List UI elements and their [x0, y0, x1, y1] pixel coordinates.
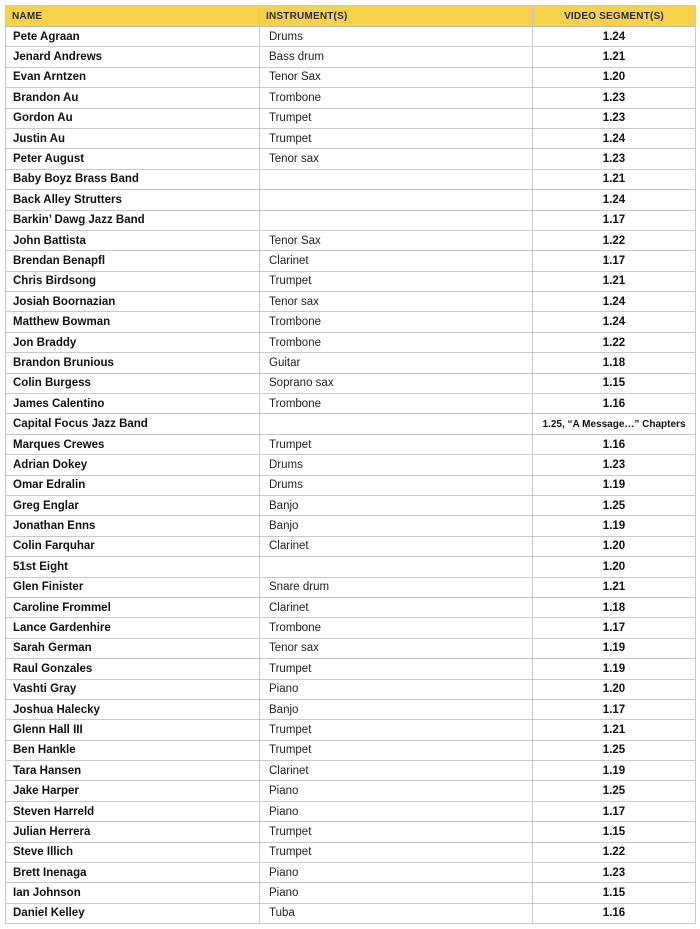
cell-video-segment: 1.23: [533, 863, 696, 883]
table-row: [6, 618, 696, 638]
cell-instrument: Clarinet: [260, 597, 533, 617]
cell-name: Sarah German: [6, 638, 260, 658]
table-row: [6, 781, 696, 801]
table-row: [6, 67, 696, 87]
cell-video-segment: 1.15: [533, 822, 696, 842]
table-row: [6, 863, 696, 883]
cell-instrument: Guitar: [260, 353, 533, 373]
cell-video-segment: 1.16: [533, 434, 696, 454]
cell-instrument: [260, 557, 533, 577]
column-header-video-segment: VIDEO SEGMENT(S): [533, 6, 696, 27]
cell-name: 51st Eight: [6, 557, 260, 577]
table-row: [6, 373, 696, 393]
cell-instrument: Trumpet: [260, 659, 533, 679]
cell-instrument: Banjo: [260, 495, 533, 515]
table-row: [6, 638, 696, 658]
table-row: [6, 88, 696, 108]
table-row: [6, 434, 696, 454]
cell-video-segment: 1.24: [533, 27, 696, 47]
cell-instrument: Trombone: [260, 88, 533, 108]
cell-video-segment: 1.25: [533, 781, 696, 801]
cell-instrument: Piano: [260, 863, 533, 883]
cell-name: Jenard Andrews: [6, 47, 260, 67]
cell-video-segment: 1.22: [533, 230, 696, 250]
cell-instrument: Bass drum: [260, 47, 533, 67]
cell-instrument: Trumpet: [260, 822, 533, 842]
table-row: [6, 47, 696, 67]
cell-video-segment: 1.20: [533, 557, 696, 577]
cell-video-segment: 1.23: [533, 108, 696, 128]
cell-video-segment: 1.19: [533, 638, 696, 658]
cell-name: Tara Hansen: [6, 761, 260, 781]
cell-name: Jake Harper: [6, 781, 260, 801]
cell-name: Gordon Au: [6, 108, 260, 128]
cell-instrument: Trumpet: [260, 271, 533, 291]
cell-video-segment: 1.25, “A Message…” Chapters: [533, 414, 696, 434]
cell-name: Marques Crewes: [6, 434, 260, 454]
cell-video-segment: 1.16: [533, 394, 696, 414]
cell-video-segment: 1.15: [533, 373, 696, 393]
table-row: [6, 169, 696, 189]
cell-name: Brendan Benapfl: [6, 251, 260, 271]
cell-instrument: Trombone: [260, 394, 533, 414]
cell-name: Justin Au: [6, 128, 260, 148]
table-row: [6, 761, 696, 781]
table-row: [6, 210, 696, 230]
cell-instrument: Banjo: [260, 699, 533, 719]
cell-video-segment: 1.17: [533, 210, 696, 230]
cell-name: Brandon Au: [6, 88, 260, 108]
roster-sheet: [5, 5, 695, 924]
cell-name: Vashti Gray: [6, 679, 260, 699]
cell-instrument: Drums: [260, 475, 533, 495]
table-row: [6, 597, 696, 617]
cell-name: Peter August: [6, 149, 260, 169]
cell-name: James Calentino: [6, 394, 260, 414]
table-row: [6, 128, 696, 148]
cell-name: Steven Harreld: [6, 801, 260, 821]
cell-instrument: Piano: [260, 883, 533, 903]
cell-instrument: [260, 414, 533, 434]
cell-instrument: Trumpet: [260, 434, 533, 454]
table-row: [6, 495, 696, 515]
table-row: [6, 27, 696, 47]
cell-video-segment: 1.19: [533, 659, 696, 679]
cell-video-segment: 1.24: [533, 128, 696, 148]
table-row: [6, 190, 696, 210]
cell-name: Ian Johnson: [6, 883, 260, 903]
cell-name: Jon Braddy: [6, 332, 260, 352]
cell-video-segment: 1.25: [533, 495, 696, 515]
table-body: [6, 27, 696, 924]
table-row: [6, 108, 696, 128]
cell-instrument: Drums: [260, 455, 533, 475]
table-row: [6, 475, 696, 495]
cell-name: Joshua Halecky: [6, 699, 260, 719]
cell-video-segment: 1.20: [533, 536, 696, 556]
cell-name: Greg Englar: [6, 495, 260, 515]
cell-instrument: Piano: [260, 801, 533, 821]
musician-roster-table: [5, 5, 696, 924]
cell-video-segment: 1.17: [533, 699, 696, 719]
cell-name: Brandon Brunious: [6, 353, 260, 373]
cell-name: Colin Farquhar: [6, 536, 260, 556]
table-row: [6, 516, 696, 536]
cell-video-segment: 1.21: [533, 271, 696, 291]
cell-name: Pete Agraan: [6, 27, 260, 47]
cell-name: Evan Arntzen: [6, 67, 260, 87]
cell-instrument: Trombone: [260, 332, 533, 352]
cell-name: Daniel Kelley: [6, 903, 260, 923]
table-row: [6, 822, 696, 842]
cell-name: Glenn Hall III: [6, 720, 260, 740]
cell-name: Baby Boyz Brass Band: [6, 169, 260, 189]
cell-video-segment: 1.18: [533, 353, 696, 373]
table-row: [6, 659, 696, 679]
table-row: [6, 149, 696, 169]
table-row: [6, 699, 696, 719]
cell-video-segment: 1.21: [533, 577, 696, 597]
cell-video-segment: 1.20: [533, 679, 696, 699]
column-header-name: NAME: [6, 6, 260, 27]
cell-instrument: Trumpet: [260, 128, 533, 148]
cell-video-segment: 1.24: [533, 292, 696, 312]
table-row: [6, 577, 696, 597]
cell-video-segment: 1.16: [533, 903, 696, 923]
column-header-instrument: INSTRUMENT(S): [260, 6, 533, 27]
cell-name: Brett Inenaga: [6, 863, 260, 883]
cell-instrument: Piano: [260, 781, 533, 801]
cell-instrument: [260, 190, 533, 210]
cell-video-segment: 1.24: [533, 190, 696, 210]
cell-video-segment: 1.24: [533, 312, 696, 332]
cell-video-segment: 1.22: [533, 842, 696, 862]
table-row: [6, 679, 696, 699]
cell-video-segment: 1.22: [533, 332, 696, 352]
table-row: [6, 414, 696, 434]
cell-video-segment: 1.25: [533, 740, 696, 760]
cell-video-segment: 1.17: [533, 801, 696, 821]
cell-video-segment: 1.21: [533, 169, 696, 189]
header-row: [6, 6, 696, 27]
cell-name: Lance Gardenhire: [6, 618, 260, 638]
cell-name: Chris Birdsong: [6, 271, 260, 291]
cell-video-segment: 1.21: [533, 720, 696, 740]
cell-name: Steve Illich: [6, 842, 260, 862]
table-row: [6, 271, 696, 291]
cell-instrument: Tenor Sax: [260, 230, 533, 250]
cell-instrument: Soprano sax: [260, 373, 533, 393]
cell-video-segment: 1.23: [533, 88, 696, 108]
cell-instrument: Banjo: [260, 516, 533, 536]
cell-instrument: Trombone: [260, 312, 533, 332]
table-row: [6, 536, 696, 556]
cell-video-segment: 1.23: [533, 455, 696, 475]
cell-name: Omar Edralin: [6, 475, 260, 495]
cell-name: Glen Finister: [6, 577, 260, 597]
cell-instrument: Snare drum: [260, 577, 533, 597]
cell-name: Caroline Frommel: [6, 597, 260, 617]
cell-name: Ben Hankle: [6, 740, 260, 760]
table-row: [6, 230, 696, 250]
cell-name: Julian Herrera: [6, 822, 260, 842]
cell-video-segment: 1.19: [533, 475, 696, 495]
table-row: [6, 292, 696, 312]
cell-name: Back Alley Strutters: [6, 190, 260, 210]
cell-instrument: Tenor sax: [260, 292, 533, 312]
cell-instrument: Tenor Sax: [260, 67, 533, 87]
table-row: [6, 740, 696, 760]
cell-name: Barkin’ Dawg Jazz Band: [6, 210, 260, 230]
cell-video-segment: 1.15: [533, 883, 696, 903]
cell-video-segment: 1.21: [533, 47, 696, 67]
cell-instrument: Tenor sax: [260, 638, 533, 658]
cell-name: John Battista: [6, 230, 260, 250]
cell-video-segment: 1.23: [533, 149, 696, 169]
table-row: [6, 720, 696, 740]
cell-instrument: Trumpet: [260, 108, 533, 128]
cell-name: Matthew Bowman: [6, 312, 260, 332]
cell-instrument: [260, 169, 533, 189]
cell-instrument: Clarinet: [260, 761, 533, 781]
table-row: [6, 557, 696, 577]
table-row: [6, 332, 696, 352]
table-row: [6, 251, 696, 271]
cell-name: Josiah Boornazian: [6, 292, 260, 312]
cell-instrument: Clarinet: [260, 536, 533, 556]
cell-video-segment: 1.20: [533, 67, 696, 87]
table-header: [6, 6, 696, 27]
cell-instrument: Tuba: [260, 903, 533, 923]
table-row: [6, 903, 696, 923]
table-row: [6, 312, 696, 332]
cell-name: Capital Focus Jazz Band: [6, 414, 260, 434]
cell-video-segment: 1.19: [533, 516, 696, 536]
cell-instrument: Tenor sax: [260, 149, 533, 169]
cell-instrument: Trombone: [260, 618, 533, 638]
table-row: [6, 842, 696, 862]
cell-instrument: Drums: [260, 27, 533, 47]
cell-video-segment: 1.19: [533, 761, 696, 781]
table-row: [6, 801, 696, 821]
cell-instrument: Trumpet: [260, 740, 533, 760]
cell-instrument: Piano: [260, 679, 533, 699]
cell-instrument: [260, 210, 533, 230]
cell-name: Adrian Dokey: [6, 455, 260, 475]
cell-name: Raul Gonzales: [6, 659, 260, 679]
cell-instrument: Clarinet: [260, 251, 533, 271]
cell-video-segment: 1.18: [533, 597, 696, 617]
cell-video-segment: 1.17: [533, 251, 696, 271]
table-row: [6, 353, 696, 373]
table-row: [6, 455, 696, 475]
table-row: [6, 394, 696, 414]
cell-name: Colin Burgess: [6, 373, 260, 393]
cell-instrument: Trumpet: [260, 720, 533, 740]
cell-name: Jonathan Enns: [6, 516, 260, 536]
cell-video-segment: 1.17: [533, 618, 696, 638]
table-row: [6, 883, 696, 903]
cell-instrument: Trumpet: [260, 842, 533, 862]
